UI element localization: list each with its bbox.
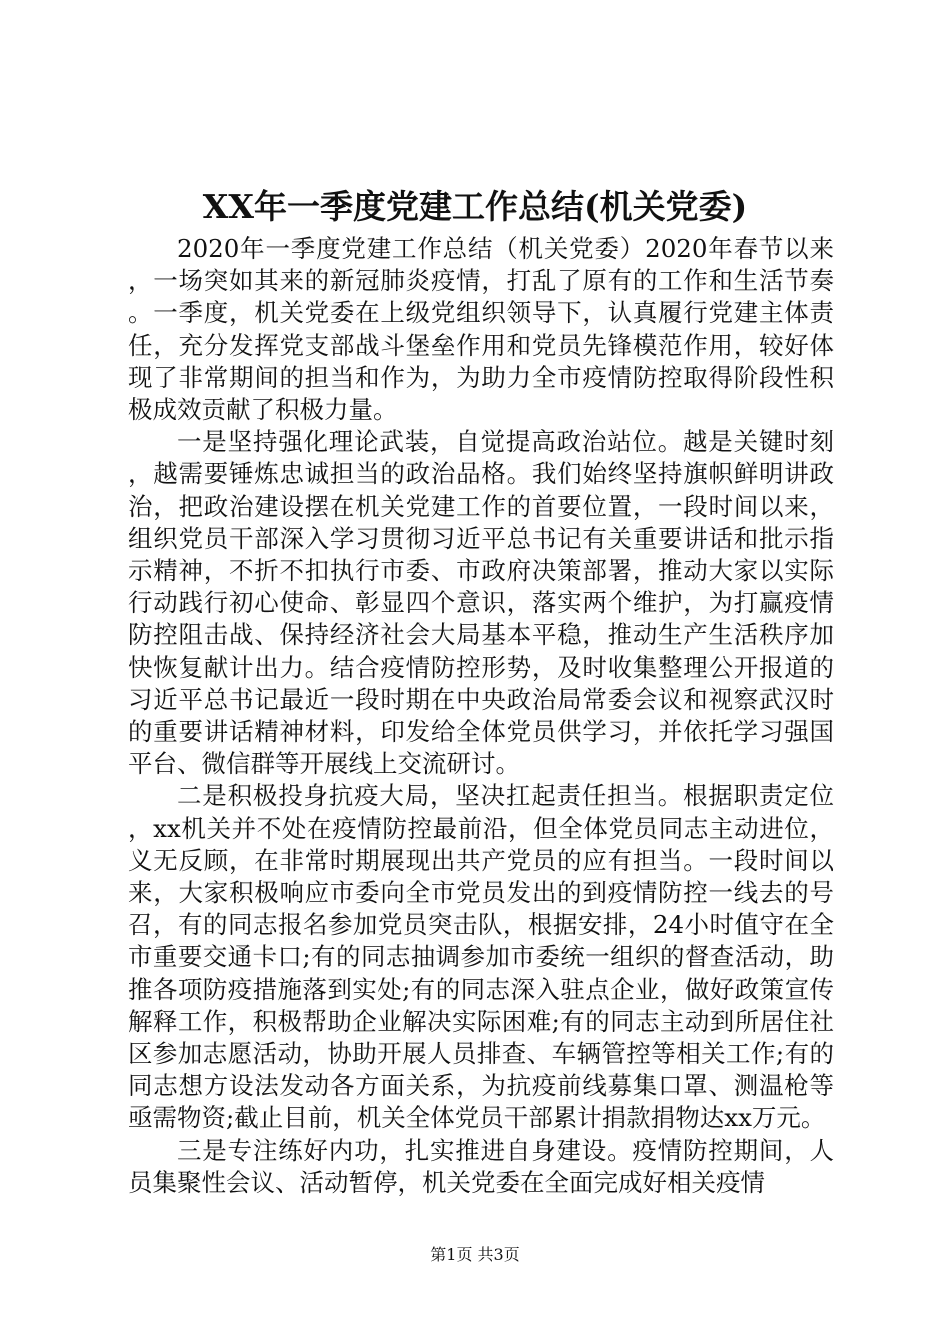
document-body	[128, 233, 834, 1199]
page-number-footer: 第1页 共3页	[430, 1245, 520, 1264]
paragraph-theory: 一是坚持强化理论武装，自觉提高政治站位。越是关键时刻，越需要锤炼忠诚担当的政治品格。我们始终坚持旗帜鲜明讲政治，把政治建设摆在机关党建工作的首要位置，一段时间以来，组织党员干部深入学习贯彻习近平总书记有关重要讲话和批示指示精神，不折不扣执行市委、市政府决策部署，推动大家以实际行动践行初心使命、彰显四个意识，落实两个维护，为打赢疫情防控阻击战、保持经济社会大局基本平稳，推动生产生活秩序加快恢复献计出力。结合疫情防控形势，及时收集整理公开报道的习近平总书记最近一段时期在中央政治局常委会议和视察武汉时的重要讲话精神材料，印发给全体党员供学习，并依托学习强国平台、微信群等开展线上交流研讨。	[128, 427, 834, 779]
paragraph-epidemic: 二是积极投身抗疫大局，坚决扛起责任担当。根据职责定位，xx机关并不处在疫情防控最前沿，但全体党员同志主动进位，义无反顾，在非常时期展现出共产党员的应有担当。一段时间以来，大家积极响应市委向全市党员发出的到疫情防控一线去的号召，有的同志报名参加党员突击队，根据安排，24小时值守在全市重要交通卡口;有的同志抽调参加市委统一组织的督查活动，助推各项防疫措施落到实处;有的同志深入驻点企业，做好政策宣传解释工作，积极帮助企业解决实际困难;有的同志主动到所居住社区参加志愿活动，协助开展人员排查、车辆管控等相关工作;有的同志想方设法发动各方面关系，为抗疫前线募集口罩、测温枪等亟需物资;截止目前，机关全体党员干部累计捐款捐物达xx万元。	[128, 781, 834, 1133]
paragraph-intro: 2020年一季度党建工作总结（机关党委）2020年春节以来，一场突如其来的新冠肺炎疫情，打乱了原有的工作和生活节奏。一季度，机关党委在上级党组织领导下，认真履行党建主体责任，充分发挥党支部战斗堡垒作用和党员先锋模范作用，较好体现了非常期间的担当和作为，为助力全市疫情防控取得阶段性积极成效贡献了积极力量。	[128, 234, 834, 425]
paragraph-self-building: 三是专注练好内功，扎实推进自身建设。疫情防控期间，人员集聚性会议、活动暂停，机关党委在全面完成好相关疫情	[128, 1135, 834, 1197]
document-title: XX年一季度党建工作总结(机关党委)	[202, 187, 748, 226]
